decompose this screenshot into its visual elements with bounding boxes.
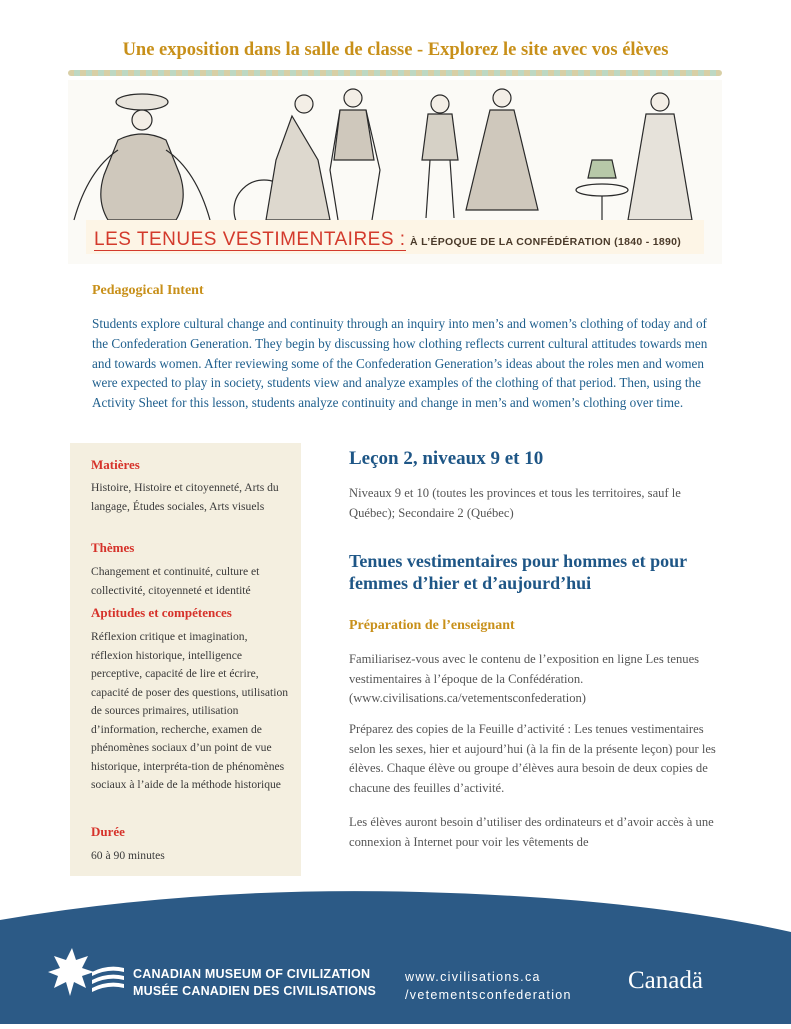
duration-text: 60 à 90 minutes <box>91 849 165 862</box>
subjects-heading: Matières <box>91 457 140 472</box>
lesson-subtitle: Tenues vestimentaires pour hommes et pour femmes d’hier et d’aujourd’hui <box>349 551 687 593</box>
museum-name-french: MUSÉE CANADIEN DES CIVILISATIONS <box>133 984 376 998</box>
museum-name-english: CANADIAN MUSEUM OF CIVILIZATION <box>133 967 371 981</box>
duration-heading: Durée <box>91 824 125 839</box>
pedagogical-intent-text: Students explore cultural change and continuity through an inquiry into men’s and women’s clothing of today and of the Confederation Generation. They begin by discussing how clothing reflects current cultural attitudes towards men and towards women. After reviewing some of the Confederation Generation’s ideas about the roles men and women were expected to play in society, students view and analyze examples of the clothing of that period. Then, using the Activity Sheet for this lesson, students analyze continuity and change in men’s and women’s clothing over time. <box>92 316 708 411</box>
exhibit-title-strip <box>86 220 704 254</box>
themes-text: Changement et continuité, culture et collectivité, citoyenneté et identité <box>91 565 260 597</box>
skills-heading: Aptitudes et compétences <box>91 605 232 620</box>
header-divider <box>68 70 722 76</box>
skills-text: Réflexion critique et imagination, réflexion historique, intelligence perceptive, capacité de lire et écrire, capacité de poser des questions, utilisation de sources primaires, utilisation d’information, recherche, examen de phénomènes sociaux d’un point de vue historique, interpréta-tion de phénomènes sociaux à l’aide de la méthode historique <box>91 630 289 791</box>
themes-heading: Thèmes <box>91 540 135 555</box>
lesson-levels: Niveaux 9 et 10 (toutes les provinces et tous les territoires, sauf le Québec); Secondaire 2 (Québec) <box>349 486 681 520</box>
museum-logo-icon <box>48 944 126 1000</box>
exhibit-subtitle: À L’ÉPOQUE DE LA CONFÉDÉRATION (1840 - 1890) <box>410 236 682 248</box>
teacher-prep-paragraph-1: Familiarisez-vous avec le contenu de l’exposition en ligne Les tenues vestimentaires à l’époque de la Confédération. (www.civilisations.ca/vetementsconfederation) <box>349 652 700 705</box>
footer-url-line2[interactable]: /vetementsconfederation <box>405 988 572 1002</box>
footer-url-line1[interactable]: www.civilisations.ca <box>405 970 541 984</box>
exhibit-banner <box>68 80 722 264</box>
teacher-prep-heading: Préparation de l’enseignant <box>349 618 515 633</box>
page-header-title: Une exposition dans la salle de classe - Explorez le site avec vos élèves <box>122 40 669 60</box>
subjects-text: Histoire, Histoire et citoyenneté, Arts du langage, Études sociales, Arts visuels <box>91 481 279 513</box>
teacher-prep-paragraph-3: Les élèves auront besoin d’utiliser des ordinateurs et d’avoir accès à une connexion à Internet pour voir les vêtements de <box>349 815 714 849</box>
pedagogical-intent-heading: Pedagogical Intent <box>92 283 204 298</box>
teacher-prep-paragraph-2: Préparez des copies de la Feuille d’activité : Les tenues vestimentaires selon les sexes, hier et aujourd’hui (à la fin de la présente leçon) pour les élèves. Chaque élève ou groupe d’élèves aura besoin de deux copies de chacune des feuilles d’activité. <box>349 722 716 795</box>
canada-wordmark: Canadä <box>628 967 703 994</box>
lesson-title: Leçon 2, niveaux 9 et 10 <box>349 448 544 469</box>
lesson-info-sidebar <box>70 443 301 876</box>
exhibit-title: LES TENUES VESTIMENTAIRES : <box>94 229 406 250</box>
